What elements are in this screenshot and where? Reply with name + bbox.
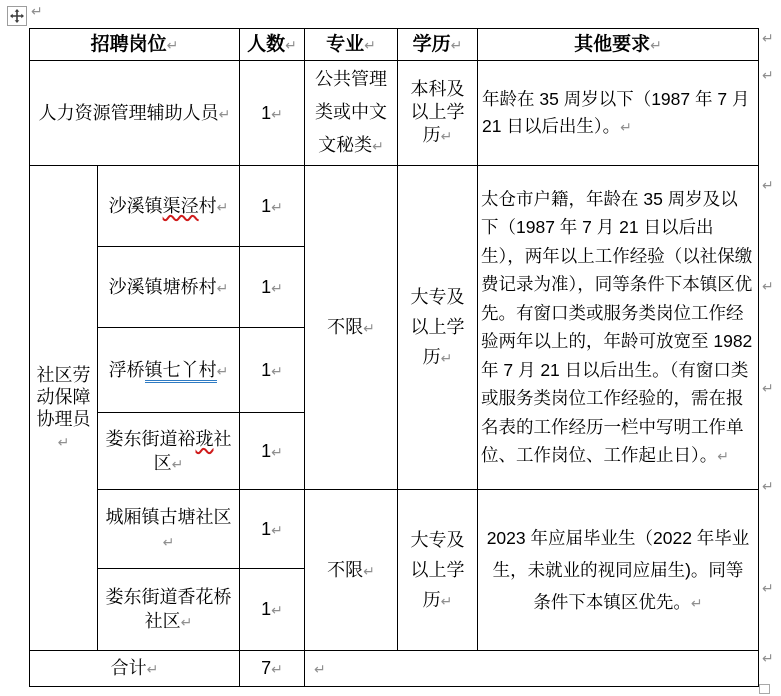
cell-count-3[interactable]	[240, 413, 305, 490]
cell-major-block1[interactable]	[305, 166, 398, 490]
group-label-text: 社区劳动保障协理员	[36, 364, 91, 429]
major-text: 不限	[327, 559, 364, 580]
cell-end-mark: ↵	[271, 521, 283, 538]
header-major-label: 专业	[326, 33, 365, 55]
cell-education-block1[interactable]	[398, 166, 478, 490]
cell-end-mark: ↵	[162, 533, 175, 550]
cell-village-1[interactable]	[98, 247, 240, 328]
cell-end-mark: ↵	[146, 661, 159, 677]
cell-major-hr[interactable]	[305, 61, 398, 166]
cell-end-mark: ↵	[180, 614, 193, 630]
education-text: 本科及以上学历	[410, 79, 465, 145]
header-count-label: 人数	[247, 33, 286, 55]
cell-total-empty[interactable]	[305, 651, 759, 687]
header-education-label: 学历	[412, 33, 451, 55]
cell-end-mark: ↵	[285, 36, 297, 53]
row-village-gutang	[30, 490, 759, 569]
cell-end-mark: ↵	[690, 594, 703, 611]
row-end-mark: ↵	[762, 380, 774, 396]
count-text: 1	[261, 359, 272, 380]
move-arrows-icon	[10, 9, 24, 23]
village-text: 娄东街道裕	[105, 428, 196, 449]
cell-total-count[interactable]	[240, 651, 305, 687]
row-end-mark: ↵	[762, 580, 774, 596]
other-text: 年龄在 35 周岁以下（1987 年 7 月 21 日以后出生）。	[482, 88, 750, 136]
cell-end-mark: ↵	[314, 661, 326, 677]
cell-other-block1[interactable]	[478, 166, 759, 490]
village-text: 娄东街道香花桥社区	[105, 587, 232, 631]
cell-end-mark: ↵	[216, 279, 229, 296]
cell-count-1[interactable]	[240, 247, 305, 328]
count-text: 1	[261, 195, 272, 216]
cell-count-4[interactable]	[240, 490, 305, 569]
recruitment-table	[29, 28, 759, 687]
cell-end-mark: ↵	[440, 128, 453, 144]
row-end-mark: ↵	[762, 30, 774, 46]
education-text: 大专及以上学历	[410, 529, 465, 610]
header-other-label: 其他要求	[574, 33, 651, 55]
spellcheck-wavy-underline: 渠泾	[162, 195, 199, 216]
cell-end-mark: ↵	[57, 433, 70, 450]
cell-end-mark: ↵	[650, 36, 662, 53]
paragraph-mark: ↵	[31, 3, 43, 19]
row-village-qujing	[30, 166, 759, 247]
cell-end-mark: ↵	[440, 592, 453, 609]
cell-end-mark: ↵	[271, 602, 283, 618]
cell-end-mark: ↵	[717, 448, 729, 464]
cell-end-mark: ↵	[216, 198, 229, 215]
other-text: 太仓市户籍，年龄在 35 周岁及以下（1987 年 7 月 21 日以后出生），两年以上工作经验（以社保缴费记录为准），同等条件下本镇区优先。有窗口类或服务类岗位工作经验两年以上的，年龄可放宽至 1982 年 7 月 21 日以后出生。（有窗口类或服务类岗位工作经验的，需在报名表的工作经历一栏中写明工作单位、工作岗位、工作起止日）。	[481, 188, 753, 465]
cell-end-mark: ↵	[271, 661, 283, 677]
cell-major-block2[interactable]	[305, 490, 398, 651]
cell-village-4[interactable]	[98, 490, 240, 569]
village-text: 沙溪镇	[108, 195, 163, 216]
cell-group-label[interactable]	[30, 166, 98, 651]
count-text: 1	[261, 440, 272, 461]
cell-end-mark: ↵	[620, 118, 632, 135]
header-other[interactable]	[478, 29, 759, 61]
count-text: 1	[261, 102, 272, 123]
cell-education-hr[interactable]	[398, 61, 478, 166]
cell-village-0[interactable]	[98, 166, 240, 247]
cell-village-3[interactable]	[98, 413, 240, 490]
header-row	[30, 29, 759, 61]
cell-end-mark: ↵	[271, 198, 283, 215]
position-text: 人力资源管理辅助人员	[38, 102, 219, 123]
cell-end-mark: ↵	[271, 362, 283, 379]
village-text: 村	[198, 195, 217, 216]
cell-village-5[interactable]	[98, 569, 240, 651]
cell-total-label[interactable]	[30, 651, 240, 687]
village-text: 城厢镇古塘社区	[105, 506, 232, 527]
header-count[interactable]	[240, 29, 305, 61]
village-text: 社区	[153, 428, 232, 473]
cell-end-mark: ↵	[372, 138, 384, 154]
education-text: 大专及以上学历	[410, 287, 465, 367]
village-text: 沙溪镇塘桥村	[108, 276, 217, 297]
row-end-mark: ↵	[762, 650, 774, 666]
table-move-handle[interactable]	[7, 6, 27, 26]
count-text: 1	[261, 276, 272, 297]
header-position-label: 招聘岗位	[90, 33, 167, 55]
cell-count-0[interactable]	[240, 166, 305, 247]
cell-end-mark: ↵	[271, 279, 283, 296]
header-education[interactable]	[398, 29, 478, 61]
other-text: 2023 年应届毕业生（2022 年毕业生，未就业的视同应届生)。同等条件下本镇区优先。	[486, 527, 750, 612]
cell-count-2[interactable]	[240, 328, 305, 413]
major-text: 公共管理类或中文文秘类	[315, 69, 387, 155]
row-end-mark: ↵	[762, 478, 774, 494]
table-resize-handle[interactable]	[759, 684, 770, 694]
cell-other-hr[interactable]	[478, 61, 759, 166]
major-text: 不限	[327, 317, 364, 337]
row-end-mark: ↵	[762, 177, 774, 193]
cell-end-mark: ↵	[363, 320, 375, 336]
cell-end-mark: ↵	[271, 105, 283, 122]
count-text: 1	[261, 518, 272, 539]
cell-end-mark: ↵	[450, 36, 463, 53]
cell-position-hr[interactable]	[30, 61, 240, 166]
cell-end-mark: ↵	[166, 36, 179, 53]
row-end-mark: ↵	[762, 67, 774, 83]
cell-count-5[interactable]	[240, 569, 305, 651]
row-total	[30, 651, 759, 687]
header-position[interactable]	[30, 29, 240, 61]
cell-village-2[interactable]	[98, 328, 240, 413]
cell-other-block2[interactable]	[478, 490, 759, 651]
row-hr-assistant	[30, 61, 759, 166]
total-count-text: 7	[261, 658, 272, 678]
count-text: 1	[261, 599, 272, 619]
total-label-text: 合计	[110, 658, 147, 678]
cell-education-block2[interactable]	[398, 490, 478, 651]
header-major[interactable]	[305, 29, 398, 61]
cell-end-mark: ↵	[218, 105, 231, 122]
cell-end-mark: ↵	[216, 362, 229, 379]
cell-end-mark: ↵	[271, 443, 283, 460]
cell-end-mark: ↵	[364, 36, 376, 53]
village-text: 浮桥	[108, 359, 145, 380]
grammar-double-underline: 镇七丫村	[145, 360, 217, 383]
spellcheck-wavy-underline: 珑	[195, 428, 214, 449]
cell-count-hr[interactable]	[240, 61, 305, 166]
cell-end-mark: ↵	[440, 350, 453, 366]
row-end-mark: ↵	[762, 278, 774, 294]
cell-end-mark: ↵	[363, 562, 375, 579]
cell-end-mark: ↵	[171, 455, 184, 472]
